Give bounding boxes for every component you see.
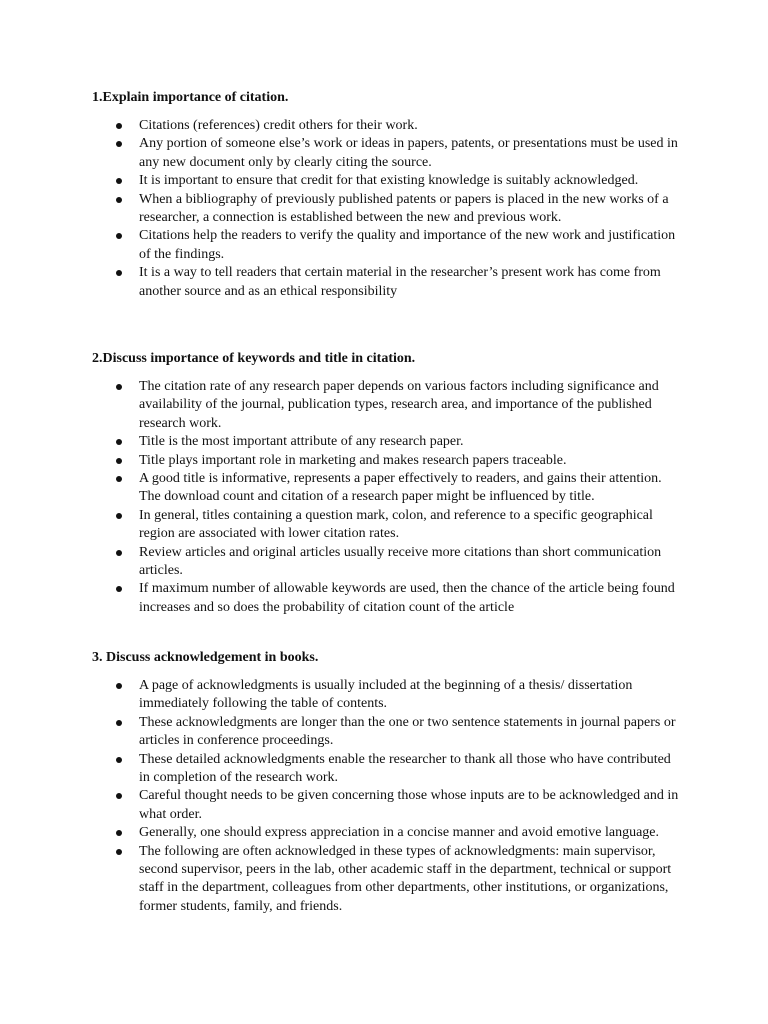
bullet-dot-icon [116, 550, 122, 556]
bullet-dot-icon [116, 458, 122, 464]
bullet-dot-icon [116, 123, 122, 129]
bullet-dot-icon [116, 439, 122, 445]
list-item-text: Careful thought needs to be given concerning those whose inputs are to be acknowledged and in what order. [139, 788, 679, 822]
list-item [92, 544, 682, 581]
list-item-text: Citations help the readers to verify the quality and importance of the new work and justification of the findings. [139, 228, 676, 262]
list-item [92, 452, 682, 470]
bullet-dot-icon [116, 141, 122, 147]
bullet-dot-icon [116, 683, 122, 689]
section-acknowledgement-books [92, 649, 682, 916]
list-item [92, 751, 682, 788]
section-citation-importance [92, 89, 682, 301]
list-item [92, 714, 682, 751]
list-item [92, 135, 682, 172]
list-item-text: Any portion of someone else’s work or ideas in papers, patents, or presentations must be used in any new document only by clearly citing the source. [139, 136, 678, 170]
list-item-text: Citations (references) credit others for their work. [139, 118, 418, 133]
bullet-list [92, 378, 682, 617]
bullet-dot-icon [116, 757, 122, 763]
list-item-text: It is important to ensure that credit for that existing knowledge is suitably acknowledged. [139, 173, 639, 189]
section-keywords-title [92, 350, 682, 617]
list-item-text: These acknowledgments are longer than the one or two sentence statements in journal papers or articles in conference proceedings. [139, 714, 676, 749]
list-item-text: The following are often acknowledged in these types of acknowledgments: main supervisor, second supervisor, peers in the lab, other academic staff in the department, technical or support staff in the department, colleagues from other departments, other institutions, or organizations, former students, family, and friends. [139, 843, 672, 914]
list-item [92, 191, 682, 228]
list-item-text: Generally, one should express appreciation in a concise manner and avoid emotive language. [139, 825, 660, 841]
list-item [92, 378, 682, 433]
section-heading: 1.Explain importance of citation. [92, 90, 289, 105]
list-item-text: These detailed acknowledgments enable the researcher to thank all those who have contributed in completion of the research work. [139, 751, 671, 786]
list-item-text: It is a way to tell readers that certain material in the researcher’s present work has come from another source and as an ethical responsibility [139, 265, 661, 299]
list-item-text: When a bibliography of previously published patents or papers is placed in the new works of a researcher, a connection is established between the new and previous work. [139, 191, 669, 226]
bullet-list [92, 117, 682, 301]
bullet-dot-icon [116, 793, 122, 799]
bullet-dot-icon [116, 720, 122, 726]
bullet-dot-icon [116, 178, 122, 184]
list-item [92, 227, 682, 264]
list-item-text: Review articles and original articles usually receive more citations than short communication articles. [139, 544, 662, 579]
list-item [92, 824, 682, 842]
list-item-text: If maximum number of allowable keywords are used, then the chance of the article being found increases and so does the probability of citation count of the article [139, 581, 675, 615]
list-item [92, 580, 682, 617]
list-item [92, 172, 682, 190]
bullet-dot-icon [116, 476, 122, 482]
list-item-text: A page of acknowledgments is usually included at the beginning of a thesis/ dissertation immediately following the table of contents. [139, 678, 633, 712]
list-item-text: A good title is informative, represents a paper effectively to readers, and gains their attention. The download count and citation of a research paper might be influenced by title. [139, 471, 662, 505]
list-item [92, 507, 682, 544]
list-item-text: The citation rate of any research paper depends on various factors including significance and availability of the journal, publication types, research area, and importance of the published research work. [139, 379, 659, 431]
list-item-text: Title plays important role in marketing and makes research papers traceable. [139, 452, 567, 468]
list-item-text: Title is the most important attribute of any research paper. [139, 434, 464, 450]
bullet-dot-icon [116, 513, 122, 519]
list-item [92, 843, 682, 917]
bullet-list [92, 677, 682, 916]
list-item [92, 433, 682, 451]
section-heading: 3. Discuss acknowledgement in books. [92, 650, 319, 665]
bullet-dot-icon [116, 384, 122, 390]
list-item [92, 117, 682, 135]
list-item [92, 264, 682, 301]
list-item [92, 787, 682, 824]
list-item [92, 470, 682, 507]
bullet-dot-icon [116, 849, 122, 855]
bullet-dot-icon [116, 830, 122, 836]
list-item-text: In general, titles containing a question mark, colon, and reference to a specific geographical region are associated with lower citation rates. [139, 507, 653, 542]
section-heading: 2.Discuss importance of keywords and title in citation. [92, 351, 416, 366]
bullet-dot-icon [116, 270, 122, 276]
bullet-dot-icon [116, 233, 122, 239]
bullet-dot-icon [116, 197, 122, 203]
list-item [92, 677, 682, 714]
bullet-dot-icon [116, 586, 122, 592]
